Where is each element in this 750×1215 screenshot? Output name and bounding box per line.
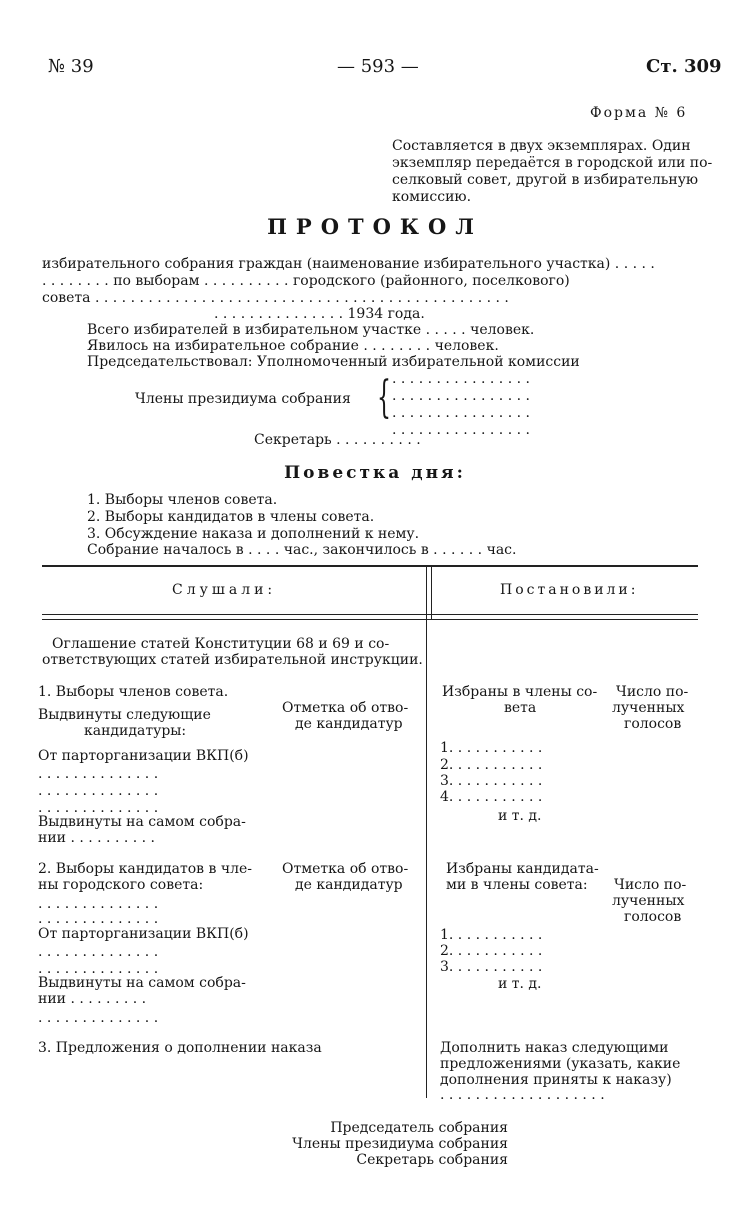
section2-party: От парторганизации ВКП(б): [38, 926, 249, 942]
agenda-heading: Повестка дня:: [284, 463, 466, 483]
constitution-line-2: ответствующих статей избирательной инструкции.: [42, 652, 423, 668]
signature-presidium: Члены президиума собрания: [292, 1136, 508, 1152]
section1-title: 1. Выборы членов совета.: [38, 684, 229, 700]
document-title: ПРОТОКОЛ: [267, 214, 483, 239]
column-divider-1: [426, 566, 427, 1098]
section1-party: От парторганизации ВКП(б): [38, 748, 249, 764]
section3-decision-3: дополнения приняты к наказу): [440, 1072, 672, 1088]
section1-elected-2: вета: [504, 700, 537, 716]
section3-decision-2: предложениями (указать, какие: [440, 1056, 681, 1072]
signature-secretary: Секретарь собрания: [356, 1152, 508, 1168]
section2-dots-1: . . . . . . . . . . . . . .: [38, 944, 159, 960]
meeting-timing: Собрание началось в . . . . час., закончилось в . . . . . . час.: [87, 542, 517, 558]
signature-chairman: Председатель собрания: [330, 1120, 508, 1136]
section2-votes-1: Число по-: [614, 877, 687, 893]
section3-decision-1: Дополнить наказ следующими: [440, 1040, 669, 1056]
form-note-line-4: комиссию.: [392, 189, 472, 205]
form-note-line-2: экземпляр передаётся в городской или по-: [392, 155, 713, 171]
section2-list-2: 2. . . . . . . . . . .: [440, 943, 543, 959]
agenda-item-1: 1. Выборы членов совета.: [87, 492, 278, 508]
section3-title: 3. Предложения о дополнении наказа: [38, 1040, 322, 1056]
column-divider-2: [431, 566, 432, 620]
section2-votes-3: голосов: [624, 909, 682, 925]
section2-elected-1: Избраны кандидата-: [446, 861, 599, 877]
section2-dots-top-2: . . . . . . . . . . . . . .: [38, 911, 159, 927]
voters-attended: Явилось на избирательное собрание . . . . . . . . человек.: [87, 338, 499, 354]
column-header-resolved: Постановили:: [500, 582, 639, 598]
table-top-rule: [42, 565, 698, 567]
chairperson-line: Председательствовал: Уполномоченный избирательной комиссии: [87, 354, 580, 370]
column-header-heard: Слушали:: [172, 582, 277, 598]
intro-line-2: . . . . . . . . по выборам . . . . . . . . . . городского (районного, поселкового): [42, 273, 570, 289]
constitution-line-1: Оглашение статей Конституции 68 и 69 и со-: [52, 636, 390, 652]
section1-recusal-1: Отметка об отво-: [282, 700, 409, 716]
section1-votes-1: Число по-: [616, 684, 689, 700]
document-number: № 39: [48, 56, 94, 77]
section2-dots-bottom: . . . . . . . . . . . . . .: [38, 1010, 159, 1026]
section2-votes-2: лученных: [612, 893, 685, 909]
presidium-dots-4: . . . . . . . . . . . . . . . .: [392, 422, 530, 438]
section2-assembly-2: нии . . . . . . . . .: [38, 991, 147, 1007]
section1-nominated-2: кандидатуры:: [84, 723, 187, 739]
section1-votes-3: голосов: [624, 716, 682, 732]
secretary-line: Секретарь . . . . . . . . . .: [254, 432, 421, 448]
section1-dots-3: . . . . . . . . . . . . . .: [38, 800, 159, 816]
table-header-rule-2: [42, 619, 698, 620]
voters-total: Всего избирателей в избирательном участке . . . . . человек.: [87, 322, 535, 338]
page-number: — 593 —: [337, 56, 419, 77]
agenda-item-2: 2. Выборы кандидатов в члены совета.: [87, 509, 375, 525]
section2-etc: и т. д.: [498, 976, 542, 992]
intro-line-3: совета . . . . . . . . . . . . . . . . . . . . . . . . . . . . . . . . . . . . . . . . . . . . . . .: [42, 290, 509, 306]
section2-assembly-1: Выдвинуты на самом собра-: [38, 975, 246, 991]
presidium-dots-3: . . . . . . . . . . . . . . . .: [392, 405, 530, 421]
section1-elected-1: Избраны в члены со-: [442, 684, 598, 700]
presidium-dots-2: . . . . . . . . . . . . . . . .: [392, 388, 530, 404]
agenda-item-3: 3. Обсуждение наказа и дополнений к нему.: [87, 526, 420, 542]
intro-line-1: избирательного собрания граждан (наименование избирательного участка) . . . . .: [42, 256, 655, 272]
form-label: Форма № 6: [590, 105, 688, 121]
section1-list-3: 3. . . . . . . . . . .: [440, 773, 543, 789]
section2-elected-2: ми в члены совета:: [446, 877, 588, 893]
section2-dots-top-1: . . . . . . . . . . . . . .: [38, 896, 159, 912]
section1-list-2: 2. . . . . . . . . . .: [440, 757, 543, 773]
section1-assembly-1: Выдвинуты на самом собра-: [38, 814, 246, 830]
presidium-label: Члены президиума собрания: [135, 391, 351, 407]
section2-title-2: ны городского совета:: [38, 877, 204, 893]
presidium-brace: {: [377, 372, 391, 423]
section1-list-4: 4. . . . . . . . . . .: [440, 789, 543, 805]
form-note-line-1: Составляется в двух экземплярах. Один: [392, 138, 691, 154]
section3-decision-dots: . . . . . . . . . . . . . . . . . . .: [440, 1087, 605, 1103]
section2-recusal-1: Отметка об отво-: [282, 861, 409, 877]
section1-dots-2: . . . . . . . . . . . . . .: [38, 783, 159, 799]
section1-dots-1: . . . . . . . . . . . . . .: [38, 766, 159, 782]
section1-nominated-1: Выдвинуты следующие: [38, 707, 211, 723]
section2-title-1: 2. Выборы кандидатов в чле-: [38, 861, 252, 877]
intro-line-4: . . . . . . . . . . . . . . . 1934 года.: [214, 306, 425, 322]
section1-recusal-2: де кандидатур: [295, 716, 403, 732]
article-number: Ст. 309: [646, 56, 722, 77]
section1-list-1: 1. . . . . . . . . . .: [440, 740, 543, 756]
section2-list-3: 3. . . . . . . . . . .: [440, 959, 543, 975]
section1-votes-2: лученных: [612, 700, 685, 716]
form-note-line-3: селковый совет, другой в избирательную: [392, 172, 699, 188]
section2-list-1: 1. . . . . . . . . . .: [440, 927, 543, 943]
section2-dots-2: . . . . . . . . . . . . . .: [38, 961, 159, 977]
section2-recusal-2: де кандидатур: [295, 877, 403, 893]
table-header-rule-1: [42, 614, 698, 615]
presidium-dots-1: . . . . . . . . . . . . . . . .: [392, 371, 530, 387]
section1-etc: и т. д.: [498, 808, 542, 824]
section1-assembly-2: нии . . . . . . . . . .: [38, 830, 155, 846]
